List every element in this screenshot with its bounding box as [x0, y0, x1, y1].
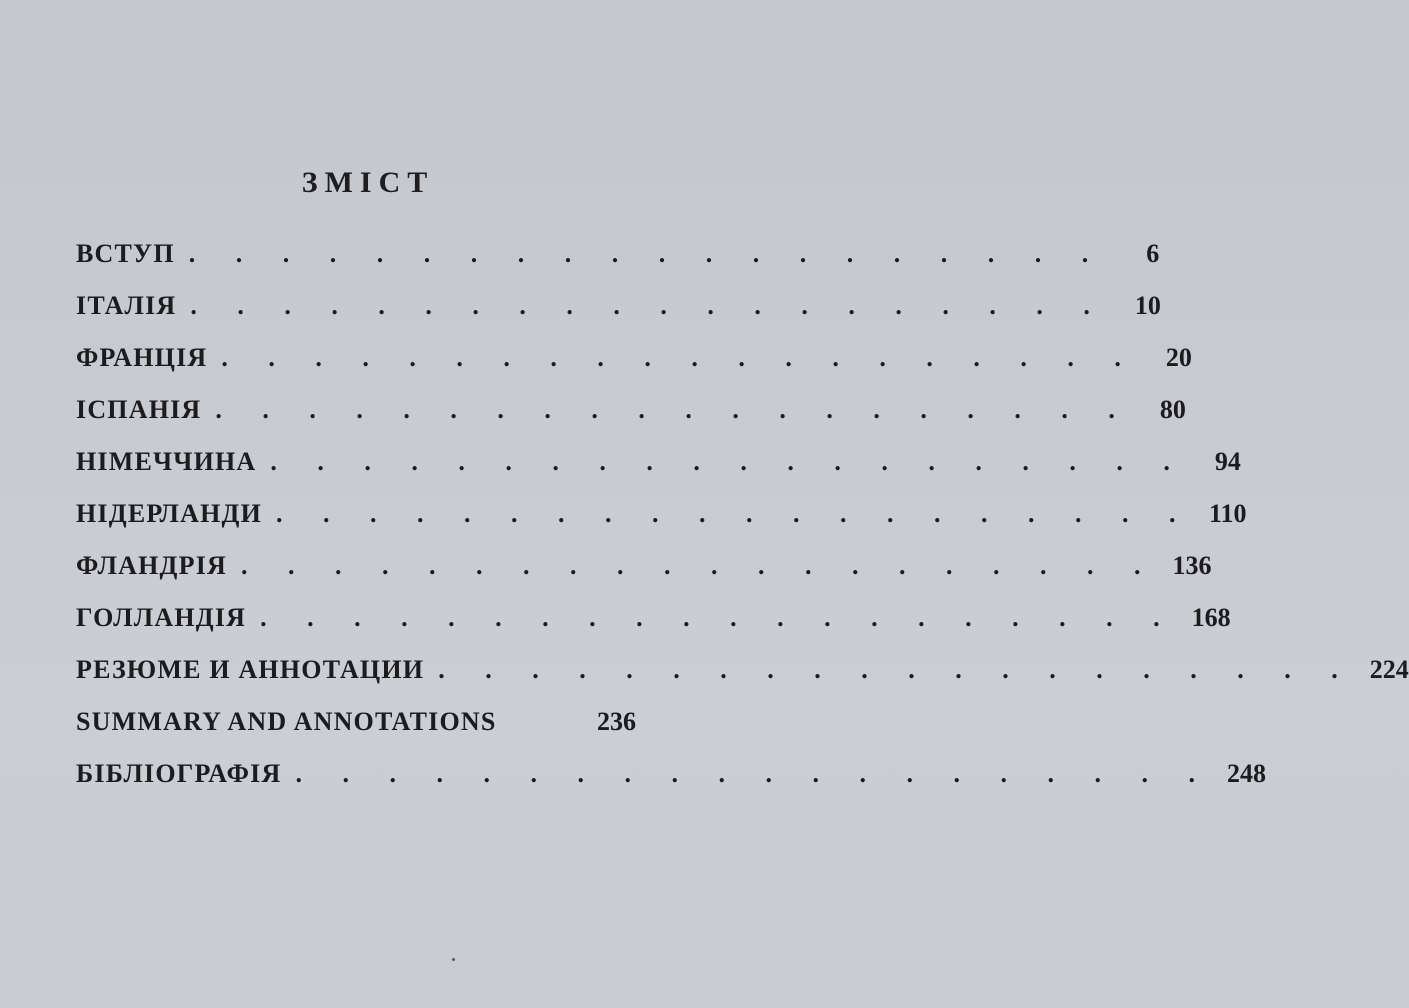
toc-entry-title: НІДЕРЛАНДИ — [76, 499, 263, 528]
toc-entry-page: 20 — [1165, 343, 1192, 372]
dot-leader: . . . . . . . . . . . . . . . . . . . . — [241, 551, 1158, 580]
toc-entry-title: ІТАЛІЯ — [76, 291, 177, 320]
toc-entry-title: ФЛАНДРІЯ — [76, 551, 228, 580]
dot-leader: . . . . . . . . . . . . . . . . . . . . — [215, 395, 1132, 424]
toc-entry — [76, 540, 1212, 592]
toc-entry-page: 248 — [1226, 759, 1266, 788]
toc-entry-page: 168 — [1191, 603, 1231, 632]
toc-entry-page: 136 — [1172, 551, 1212, 580]
toc-entry-title: БІБЛІОГРАФІЯ — [76, 759, 282, 788]
toc-entry — [76, 488, 1247, 540]
toc-entry-page: 94 — [1214, 447, 1241, 476]
toc-entry-page: 236 — [597, 707, 636, 736]
dot-leader: . . . . . . . . . . . . . . . . . . . . — [270, 447, 1187, 476]
toc-entry — [76, 644, 1409, 696]
toc-entry-page: 10 — [1134, 291, 1161, 320]
dot-leader: . . . . . . . . . . . . . . . . . . . . — [438, 655, 1355, 684]
toc-entry-page: 224 — [1369, 655, 1409, 684]
toc-entry — [76, 332, 1192, 384]
toc-entry — [76, 280, 1161, 332]
table-of-contents — [76, 228, 1409, 800]
toc-entry — [76, 592, 1231, 644]
toc-entry-title: ФРАНЦІЯ — [76, 343, 208, 372]
dot-leader: . . . . . . . . . . . . . . . . . . . . — [295, 759, 1212, 788]
toc-entry — [76, 384, 1186, 436]
dot-leader: . . . . . . . . . . . . . . . . . . . . — [188, 239, 1106, 268]
toc-entry-title: РЕЗЮМЕ И АННОТАЦИИ — [76, 655, 425, 684]
dot-leader: . . . . . . . . . . . . . . . . . . . . — [260, 603, 1177, 632]
toc-entry-title: ВСТУП — [76, 239, 175, 268]
page-speck — [452, 958, 455, 961]
toc-entry — [76, 748, 1266, 800]
toc-entry-page: 110 — [1208, 499, 1247, 528]
toc-title: ЗМІСТ — [301, 166, 435, 199]
dot-leader: . . . . . . . . . . . . . . . . . . . . — [276, 499, 1193, 528]
toc-entry — [76, 436, 1241, 488]
toc-entry-title: ГОЛЛАНДІЯ — [76, 603, 247, 632]
toc-entry-title: SUMMARY AND ANNOTATIONS — [76, 707, 497, 736]
toc-entry — [76, 228, 1160, 280]
toc-entry-page: 80 — [1159, 395, 1186, 424]
toc-entry-title: ІСПАНІЯ — [76, 395, 202, 424]
dot-leader: . . . . . . . . . . . . . . . . . . . . — [221, 343, 1138, 372]
dot-leader: . . . . . . . . . . . . . . . . . . . . — [190, 291, 1107, 320]
toc-entry-page: 6 — [1146, 239, 1160, 268]
toc-entry — [76, 696, 636, 748]
toc-entry-title: НІМЕЧЧИНА — [76, 447, 257, 476]
